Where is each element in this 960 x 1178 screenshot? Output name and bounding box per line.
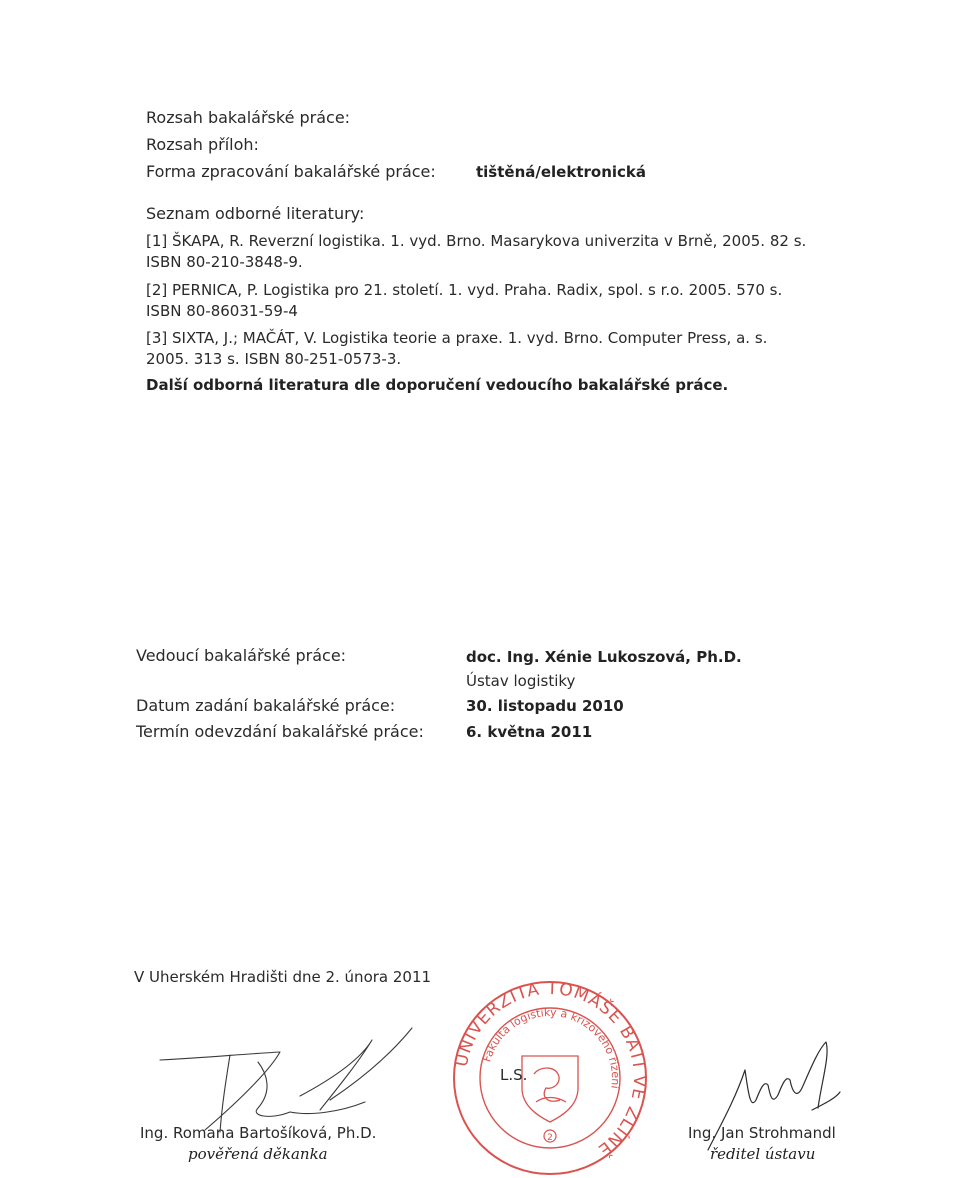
supervisor-label: Vedoucí bakalářské práce: <box>136 646 347 665</box>
right-signatory-role: ředitel ústavu <box>710 1145 816 1163</box>
literature-note: Další odborná literatura dle doporučení vedoucího bakalářské práce. <box>146 376 729 394</box>
scope-thesis-label: Rozsah bakalářské práce: <box>146 108 351 127</box>
assigned-date-label: Datum zadání bakalářské práce: <box>136 696 396 715</box>
supervisor-department: Ústav logistiky <box>466 672 576 690</box>
literature-item-2-line2: ISBN 80-86031-59-4 <box>146 302 298 320</box>
literature-item-2-line1: [2] PERNICA, P. Logistika pro 21. století. 1. vyd. Praha. Radix, spol. s r.o. 2005. 570 s. <box>146 281 783 299</box>
seal-inner-text: Fakulta logistiky a krizového řízení <box>480 1005 623 1090</box>
deadline-value: 6. května 2011 <box>466 723 593 741</box>
literature-item-1-line2: ISBN 80-210-3848-9. <box>146 253 303 271</box>
literature-item-1-line1: [1] ŠKAPA, R. Reverzní logistika. 1. vyd. Brno. Masarykova univerzita v Brně, 2005. 82 s. <box>146 232 807 250</box>
right-signatory-name: Ing. Jan Strohmandl <box>688 1124 836 1142</box>
place-date: V Uherském Hradišti dne 2. února 2011 <box>134 968 432 986</box>
scope-attachments-label: Rozsah příloh: <box>146 135 259 154</box>
form-label: Forma zpracování bakalářské práce: <box>146 162 436 181</box>
seal-number: 2 <box>547 1133 553 1143</box>
supervisor-name: doc. Ing. Xénie Lukoszová, Ph.D. <box>466 648 742 666</box>
literature-heading: Seznam odborné literatury: <box>146 204 365 223</box>
literature-item-3-line1: [3] SIXTA, J.; MAČÁT, V. Logistika teorie a praxe. 1. vyd. Brno. Computer Press, a. s. <box>146 329 768 347</box>
left-signatory-role: pověřená děkanka <box>188 1145 328 1163</box>
seal-coat-of-arms-icon <box>522 1056 578 1122</box>
assigned-date-value: 30. listopadu 2010 <box>466 697 624 715</box>
literature-item-3-line2: 2005. 313 s. ISBN 80-251-0573-3. <box>146 350 402 368</box>
left-signatory-name: Ing. Romana Bartošíková, Ph.D. <box>140 1124 377 1142</box>
stamp-ls-label: L.S. <box>500 1066 528 1084</box>
form-value: tištěná/elektronická <box>476 163 647 181</box>
university-seal-stamp <box>450 978 650 1178</box>
seal-ring-text: UNIVERZITA TOMÁŠE BATI VE ZLÍNĚ <box>451 978 650 1161</box>
deadline-label: Termín odevzdání bakalářské práce: <box>136 722 424 741</box>
